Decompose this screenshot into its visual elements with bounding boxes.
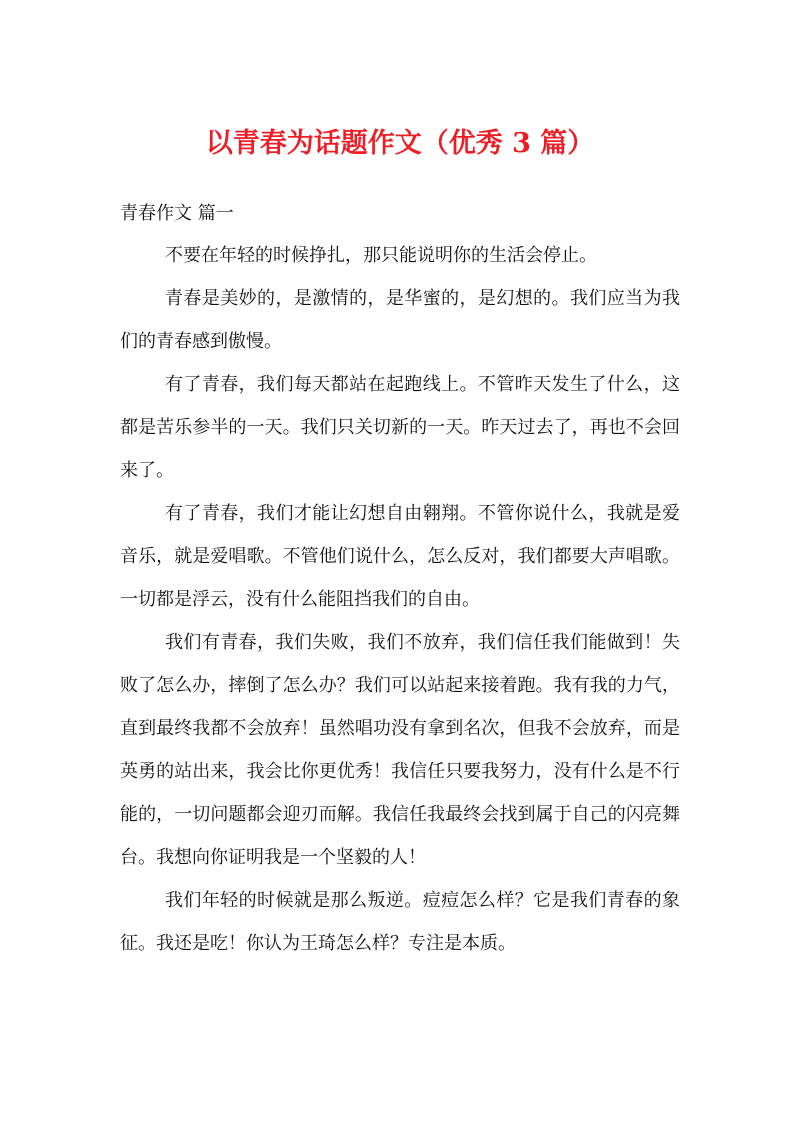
paragraph: 有了青春，我们才能让幻想自由翱翔。不管你说什么，我就是爱音乐，就是爱唱歌。不管他们说什么，怎么反对，我们都要大声唱歌。一切都是浮云，没有什么能阻挡我们的自由。 <box>120 503 680 610</box>
paragraph: 我们有青春，我们失败，我们不放弃，我们信任我们能做到！失败了怎么办，摔倒了怎么办？我们可以站起来接着跑。我有我的力气，直到最终我都不会放弃！虽然唱功没有拿到名次，但我不会放弃，而是英勇的站出来，我会比你更优秀！我信任只要我努力，没有什么是不行能的，一切问题都会迎刃而解。我信任我最终会找到属于自己的闪亮舞台。我想向你证明我是一个坚毅的人！ <box>120 632 680 868</box>
document-title: 以青春为话题作文（优秀 3 篇） <box>205 128 595 159</box>
paragraph: 青春是美妙的，是激情的，是华蜜的，是幻想的。我们应当为我们的青春感到傲慢。 <box>120 288 680 352</box>
paragraph: 有了青春，我们每天都站在起跑线上。不管昨天发生了什么，这都是苦乐参半的一天。我们只关切新的一天。昨天过去了，再也不会回来了。 <box>120 374 680 481</box>
section-heading: 青春作文 篇一 <box>120 203 234 224</box>
paragraph: 我们年轻的时候就是那么叛逆。痘痘怎么样？它是我们青春的象征。我还是吃！你认为王琦怎么样？专注是本质。 <box>120 890 680 954</box>
paragraph: 不要在年轻的时候挣扎，那只能说明你的生活会停止。 <box>165 245 597 266</box>
document-body <box>120 234 680 965</box>
